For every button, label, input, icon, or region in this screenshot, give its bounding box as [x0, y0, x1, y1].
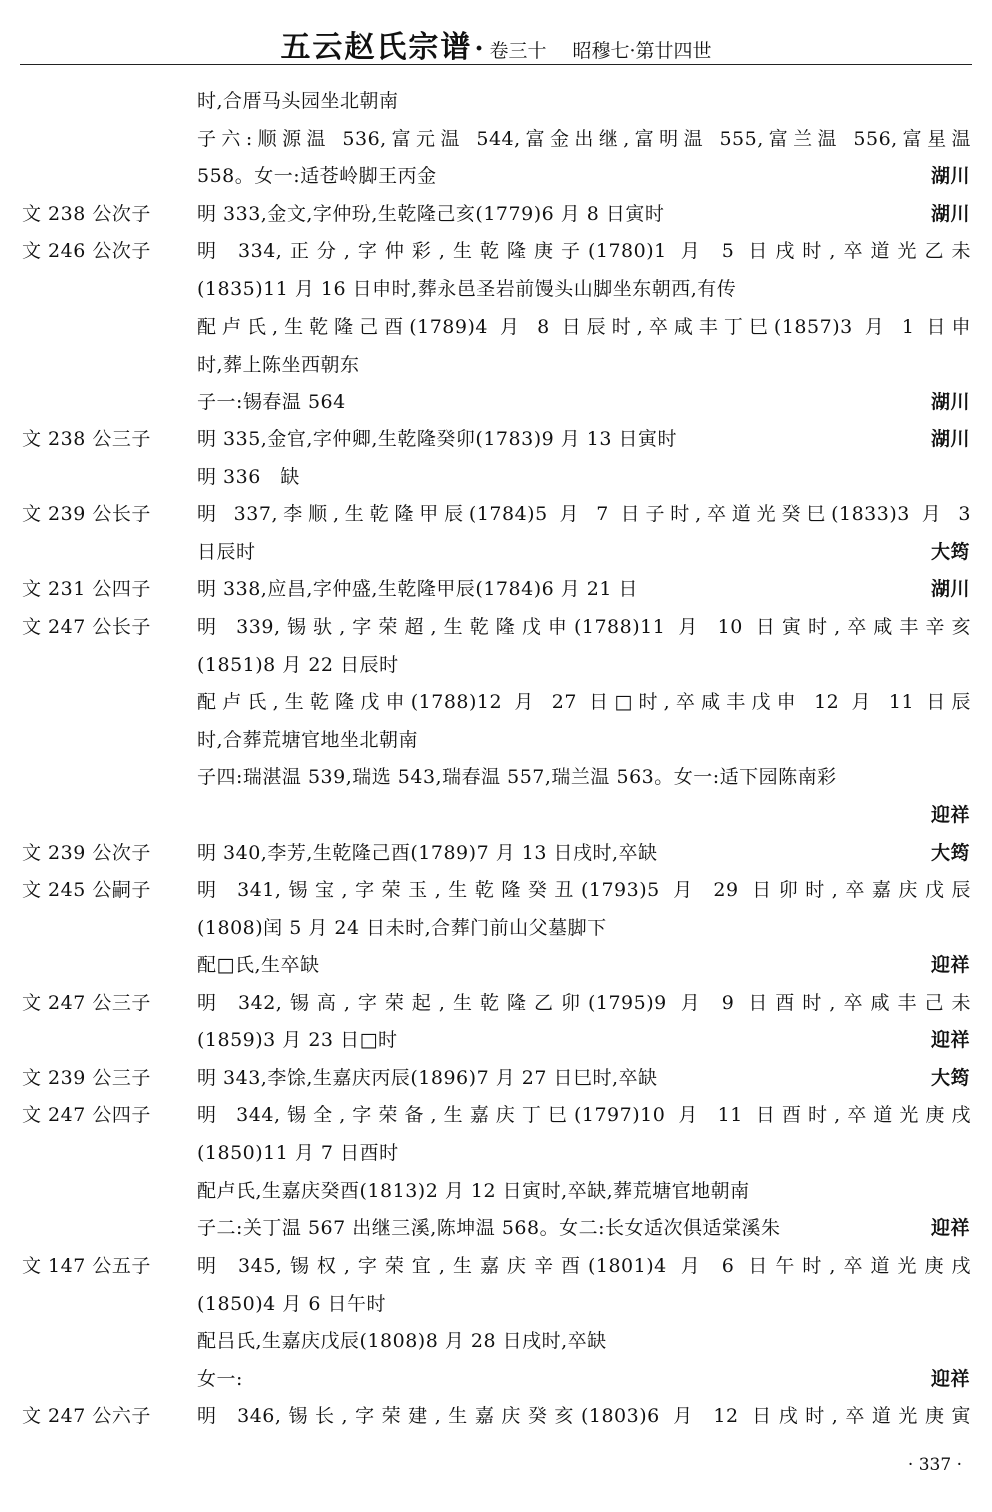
entry-text: 558。女一:适苍岭脚王丙金 — [197, 165, 437, 187]
place-name: 湖川 — [930, 428, 970, 450]
place-name: 迎祥 — [930, 954, 970, 976]
entry-text: (1850)11 月 7 日酉时 — [197, 1142, 399, 1164]
entry-text: 明 339,锡驮,字荣超,生乾隆戊申(1788)11 月 10 日寅时,卒咸丰辛亥 — [197, 616, 971, 638]
entry-text: 时,合葬荒塘官地坐北朝南 — [197, 729, 419, 751]
generation-label: 昭穆七·第廿四世 — [572, 40, 712, 62]
place-name: 迎祥 — [930, 804, 970, 826]
place-name: 迎祥 — [930, 1368, 970, 1390]
entry-text: 子四:瑞湛温 539,瑞选 543,瑞春温 557,瑞兰温 563。女一:适下园陈南彩 — [197, 766, 837, 788]
entry-text: 配卢氏,生乾隆戊申(1788)12 月 27 日□时,卒咸丰戊申 12 月 11 日辰 — [197, 691, 971, 713]
place-name: 湖川 — [930, 165, 970, 187]
entry-text: 明 338,应昌,字仲盛,生乾隆甲辰(1784)6 月 21 日 — [197, 578, 638, 600]
place-name: 大筠 — [930, 541, 970, 563]
parent-reference: 文 238 公次子 — [22, 203, 151, 225]
title-separator: · — [474, 34, 484, 64]
place-name: 湖川 — [930, 578, 970, 600]
entry-text: (1851)8 月 22 日辰时 — [197, 654, 399, 676]
entry-text: 配吕氏,生嘉庆戊辰(1808)8 月 28 日戌时,卒缺 — [197, 1330, 607, 1352]
parent-reference: 文 245 公嗣子 — [22, 879, 151, 901]
entry-text: 子一:锡春温 564 — [197, 391, 346, 413]
entry-text: 明 344,锡全,字荣备,生嘉庆丁巳(1797)10 月 11 日酉时,卒道光庚戌 — [197, 1104, 971, 1126]
entry-text: 明 334,正分,字仲彩,生乾隆庚子(1780)1 月 5 日戌时,卒道光乙未 — [197, 240, 971, 262]
book-title: 五云赵氏宗谱 — [280, 30, 473, 65]
entry-text: 明 345,锡权,字荣宜,生嘉庆辛酉(1801)4 月 6 日午时,卒道光庚戌 — [197, 1255, 971, 1277]
entry-text: 明 336 缺 — [197, 466, 300, 488]
parent-reference: 文 239 公长子 — [22, 503, 151, 525]
entry-text: 明 346,锡长,字荣建,生嘉庆癸亥(1803)6 月 12 日戌时,卒道光庚寅 — [197, 1405, 971, 1427]
entry-text: (1835)11 月 16 日申时,葬永邑圣岩前馒头山脚坐东朝西,有传 — [197, 278, 737, 300]
parent-reference: 文 247 公三子 — [22, 992, 151, 1014]
entry-text: (1859)3 月 23 日□时 — [197, 1029, 398, 1051]
page-number: · 337 · — [907, 1455, 962, 1475]
entry-text: 明 343,李馀,生嘉庆丙辰(1896)7 月 27 日巳时,卒缺 — [197, 1067, 658, 1089]
entry-text: 配卢氏,生乾隆己酉(1789)4 月 8 日辰时,卒咸丰丁巳(1857)3 月 1 日申 — [197, 316, 971, 338]
parent-reference: 文 239 公三子 — [22, 1067, 151, 1089]
entry-text: 明 333,金文,字仲玢,生乾隆己亥(1779)6 月 8 日寅时 — [197, 203, 665, 225]
entry-text: 时,合厝马头园坐北朝南 — [197, 90, 399, 112]
page-header — [0, 22, 992, 66]
entry-text: 子六:顺源温 536,富元温 544,富金出继,富明温 555,富兰温 556,富星温 — [197, 128, 971, 150]
entry-text: 女一: — [197, 1368, 243, 1390]
entry-text: 明 335,金官,字仲卿,生乾隆癸卯(1783)9 月 13 日寅时 — [197, 428, 677, 450]
entry-text: 明 342,锡高,字荣起,生乾隆乙卯(1795)9 月 9 日酉时,卒咸丰己未 — [197, 992, 971, 1014]
place-name: 湖川 — [930, 391, 970, 413]
place-name: 迎祥 — [930, 1029, 970, 1051]
parent-reference: 文 247 公长子 — [22, 616, 151, 638]
place-name: 迎祥 — [930, 1217, 970, 1239]
entry-text: (1850)4 月 6 日午时 — [197, 1293, 386, 1315]
parent-reference: 文 238 公三子 — [22, 428, 151, 450]
entry-text: 子二:关丁温 567 出继三溪,陈坤温 568。女二:长女适次俱适棠溪朱 — [197, 1217, 781, 1239]
entry-text: 日辰时 — [197, 541, 256, 563]
entry-text: 时,葬上陈坐西朝东 — [197, 354, 360, 376]
volume-label: 卷三十 — [489, 40, 547, 62]
parent-reference: 文 246 公次子 — [22, 240, 151, 262]
parent-reference: 文 147 公五子 — [22, 1255, 151, 1277]
parent-reference: 文 247 公六子 — [22, 1405, 151, 1427]
place-name: 大筠 — [930, 842, 970, 864]
entry-text: 配卢氏,生嘉庆癸酉(1813)2 月 12 日寅时,卒缺,葬荒塘官地朝南 — [197, 1180, 750, 1202]
entry-text: 配□氏,生卒缺 — [197, 954, 320, 976]
entry-text: (1808)闰 5 月 24 日未时,合葬门前山父墓脚下 — [197, 917, 607, 939]
header-rule — [20, 64, 972, 65]
place-name: 大筠 — [930, 1067, 970, 1089]
entry-text: 明 341,锡宝,字荣玉,生乾隆癸丑(1793)5 月 29 日卯时,卒嘉庆戊辰 — [197, 879, 971, 901]
parent-reference: 文 231 公四子 — [22, 578, 151, 600]
entry-text: 明 340,李芳,生乾隆己酉(1789)7 月 13 日戌时,卒缺 — [197, 842, 658, 864]
entry-text: 明 337,李顺,生乾隆甲辰(1784)5 月 7 日子时,卒道光癸巳(1833)3 月 3 — [197, 503, 971, 525]
parent-reference: 文 247 公四子 — [22, 1104, 151, 1126]
place-name: 湖川 — [930, 203, 970, 225]
parent-reference: 文 239 公次子 — [22, 842, 151, 864]
